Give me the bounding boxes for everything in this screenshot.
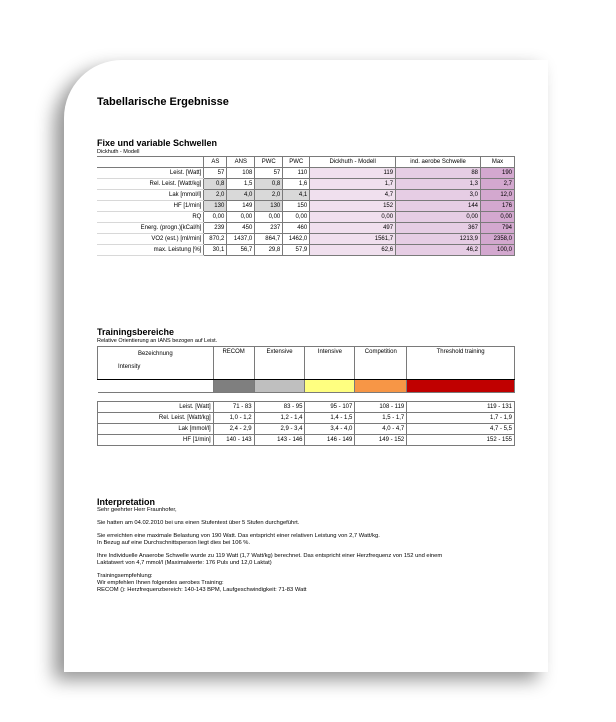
- table-cell: 450: [227, 223, 255, 234]
- table-cell: 0,00: [204, 212, 227, 223]
- table-cell: 0,00: [227, 212, 255, 223]
- table-cell: 1,0 - 1,2: [213, 413, 254, 424]
- table-cell: 57: [255, 168, 283, 179]
- text-line: Trainingsempfehlung:: [97, 573, 153, 579]
- row-label: Leist. [Watt]: [97, 168, 204, 179]
- table-cell: 0,8: [204, 179, 227, 190]
- table-cell: 2,4 - 2,9: [213, 424, 254, 435]
- table-cell: 144: [396, 201, 481, 212]
- table-cell: 1,5: [227, 179, 255, 190]
- thresholds-header-row: [97, 157, 515, 168]
- table-cell: 4,0 - 4,7: [355, 424, 407, 435]
- column-header: PWC: [283, 157, 310, 168]
- row-label: RQ: [97, 212, 204, 223]
- row-label: Leist. [Watt]: [98, 402, 214, 413]
- table-cell: 143 - 146: [254, 435, 305, 446]
- row-label: Energ. (progn.)[kCal/h]: [97, 223, 204, 234]
- table-cell: 176: [481, 201, 515, 212]
- column-header: Max: [481, 157, 515, 168]
- interpretation-paragraph: [97, 533, 527, 547]
- text-line: Laktatwert von 4,7 mmol/l (Maximalwerte: 176 Puls und 12,0 Laktat): [97, 560, 272, 566]
- table-cell: 239: [204, 223, 227, 234]
- table-cell: 0,00: [396, 212, 481, 223]
- table-cell: 4,1: [283, 190, 310, 201]
- table-cell: 0,00: [283, 212, 310, 223]
- column-header: ANS: [227, 157, 255, 168]
- zone-color-threshold: [407, 380, 515, 393]
- table-cell: 119: [310, 168, 396, 179]
- table-row: [98, 435, 515, 446]
- thresholds-table: [97, 156, 515, 256]
- zone-color-competition: [355, 380, 407, 393]
- column-header: PWC: [255, 157, 283, 168]
- text-line: Wir empfehlen Ihnen folgendes aerobes Training:: [97, 580, 224, 586]
- table-row: [97, 168, 515, 179]
- table-cell: 1462,0: [283, 234, 310, 245]
- thresholds-subheading: Dickhuth - Modell: [97, 149, 140, 155]
- thresholds-heading: Fixe und variable Schwellen: [97, 138, 218, 148]
- training-header-row: [98, 347, 515, 380]
- text-line: Ihre Individuelle Anaerobe Schwelle wurde zu 119 Watt (1,7 Watt/kg) berechnet. Das entspricht einer Herzfrequenz von 152 und einem: [97, 553, 443, 559]
- table-cell: 3,4 - 4,0: [305, 424, 355, 435]
- header-label-intensity: Intensity: [118, 364, 141, 370]
- table-cell: 2,7: [481, 179, 515, 190]
- interpretation-paragraph: Sie hatten am 04.02.2010 bei uns einen Stufentest über 5 Stufen durchgeführt.: [97, 520, 300, 526]
- zone-color-intensive: [305, 380, 355, 393]
- table-cell: 3,0: [396, 190, 481, 201]
- table-cell: 100,0: [481, 245, 515, 256]
- row-label: max. Leistung [%]: [97, 245, 204, 256]
- row-label: HF [1/min]: [98, 435, 214, 446]
- table-cell: 460: [283, 223, 310, 234]
- table-cell: 0,00: [310, 212, 396, 223]
- table-cell: 0,00: [481, 212, 515, 223]
- table-cell: 864,7: [255, 234, 283, 245]
- table-cell: 29,8: [255, 245, 283, 256]
- table-cell: 110: [283, 168, 310, 179]
- training-zones-table: [97, 346, 515, 446]
- table-cell: 152 - 155: [407, 435, 515, 446]
- zone-color-row: [98, 380, 515, 393]
- table-cell: 108: [227, 168, 255, 179]
- column-header: AS: [204, 157, 227, 168]
- header-label-bezeichnung: Bezeichnung: [137, 351, 173, 357]
- table-cell: 152: [310, 201, 396, 212]
- text-line: In Bezug auf eine Durchschnittsperson liegt dies bei 106 %.: [97, 540, 251, 546]
- table-cell: 1,3: [396, 179, 481, 190]
- table-row: [97, 179, 515, 190]
- column-header: Threshold training: [407, 347, 515, 380]
- table-cell: 2,0: [204, 190, 227, 201]
- column-header: Dickhuth - Modell: [310, 157, 396, 168]
- interpretation-paragraph: [97, 553, 527, 567]
- table-cell: 4,7 - 5,5: [407, 424, 515, 435]
- interpretation-heading: Interpretation: [97, 497, 156, 507]
- table-cell: 1213,9: [396, 234, 481, 245]
- table-row: [98, 402, 515, 413]
- column-header: Competition: [355, 347, 407, 380]
- interpretation-section: [97, 498, 527, 600]
- table-cell: 46,2: [396, 245, 481, 256]
- table-row: [97, 245, 515, 256]
- row-label: HF [1/min]: [97, 201, 204, 212]
- column-header: RECOM: [213, 347, 254, 380]
- table-row: [97, 201, 515, 212]
- table-row: [97, 223, 515, 234]
- table-cell: 83 - 95: [254, 402, 305, 413]
- table-cell: 1,6: [283, 179, 310, 190]
- row-label: Lak [mmol/l]: [98, 424, 214, 435]
- table-cell: 1,7 - 1,9: [407, 413, 515, 424]
- table-cell: 4,7: [310, 190, 396, 201]
- table-cell: 870,2: [204, 234, 227, 245]
- training-heading: Trainingsbereiche: [97, 327, 175, 337]
- table-cell: 12,0: [481, 190, 515, 201]
- page-title: Tabellarische Ergebnisse: [97, 96, 229, 108]
- table-row: [97, 212, 515, 223]
- table-cell: 119 - 131: [407, 402, 515, 413]
- table-cell: 1437,0: [227, 234, 255, 245]
- training-subheading: Relative Orientierung an IANS bezogen auf Leist.: [97, 338, 218, 344]
- zone-color-extensive: [254, 380, 305, 393]
- row-label: Rel. Leist. [Watt/kg]: [98, 413, 214, 424]
- table-cell: 0,8: [255, 179, 283, 190]
- table-row: [98, 424, 515, 435]
- zone-color-recom: [213, 380, 254, 393]
- table-row: [97, 190, 515, 201]
- table-cell: 367: [396, 223, 481, 234]
- row-label: Lak [mmol/l]: [97, 190, 204, 201]
- table-cell: 237: [255, 223, 283, 234]
- table-cell: 149 - 152: [355, 435, 407, 446]
- table-cell: 1,2 - 1,4: [254, 413, 305, 424]
- table-cell: 150: [283, 201, 310, 212]
- table-cell: 108 - 119: [355, 402, 407, 413]
- table-cell: 140 - 143: [213, 435, 254, 446]
- interpretation-paragraph: [97, 573, 527, 594]
- table-cell: 95 - 107: [305, 402, 355, 413]
- text-line: RECOM (): Herzfrequenzbereich: 140-143 BPM, Laufgeschwindigkeit: 71-83 Watt: [97, 587, 307, 593]
- table-cell: 190: [481, 168, 515, 179]
- table-cell: 56,7: [227, 245, 255, 256]
- column-header: Intensive: [305, 347, 355, 380]
- table-cell: 2358,0: [481, 234, 515, 245]
- table-cell: 794: [481, 223, 515, 234]
- table-cell: 57,9: [283, 245, 310, 256]
- table-cell: 497: [310, 223, 396, 234]
- column-header: ind. aerobe Schwelle: [396, 157, 481, 168]
- table-row: [98, 413, 515, 424]
- table-cell: 146 - 149: [305, 435, 355, 446]
- row-label: VO2 (est.) [ml/min]: [97, 234, 204, 245]
- table-cell: 88: [396, 168, 481, 179]
- table-cell: 1,5 - 1,7: [355, 413, 407, 424]
- table-cell: 1,7: [310, 179, 396, 190]
- table-cell: 149: [227, 201, 255, 212]
- table-cell: 71 - 83: [213, 402, 254, 413]
- table-cell: 0,00: [255, 212, 283, 223]
- table-cell: 130: [255, 201, 283, 212]
- salutation: Sehr geehrter Herr Fraunhofer,: [97, 507, 177, 513]
- table-cell: 57: [204, 168, 227, 179]
- report-page: [64, 60, 548, 672]
- table-cell: 62,6: [310, 245, 396, 256]
- table-cell: 2,9 - 3,4: [254, 424, 305, 435]
- table-cell: 1,4 - 1,5: [305, 413, 355, 424]
- table-row: [97, 234, 515, 245]
- column-header: Extensive: [254, 347, 305, 380]
- table-cell: 2,0: [255, 190, 283, 201]
- header-cell: [98, 347, 214, 380]
- row-label: Rel. Leist. [Watt/kg]: [97, 179, 204, 190]
- text-line: Sie erreichten eine maximale Belastung von 190 Watt. Das entspricht einer relativen Leistung von 2,7 Watt/kg.: [97, 533, 380, 539]
- table-cell: 130: [204, 201, 227, 212]
- table-cell: 30,1: [204, 245, 227, 256]
- table-cell: 1561,7: [310, 234, 396, 245]
- table-cell: 4,0: [227, 190, 255, 201]
